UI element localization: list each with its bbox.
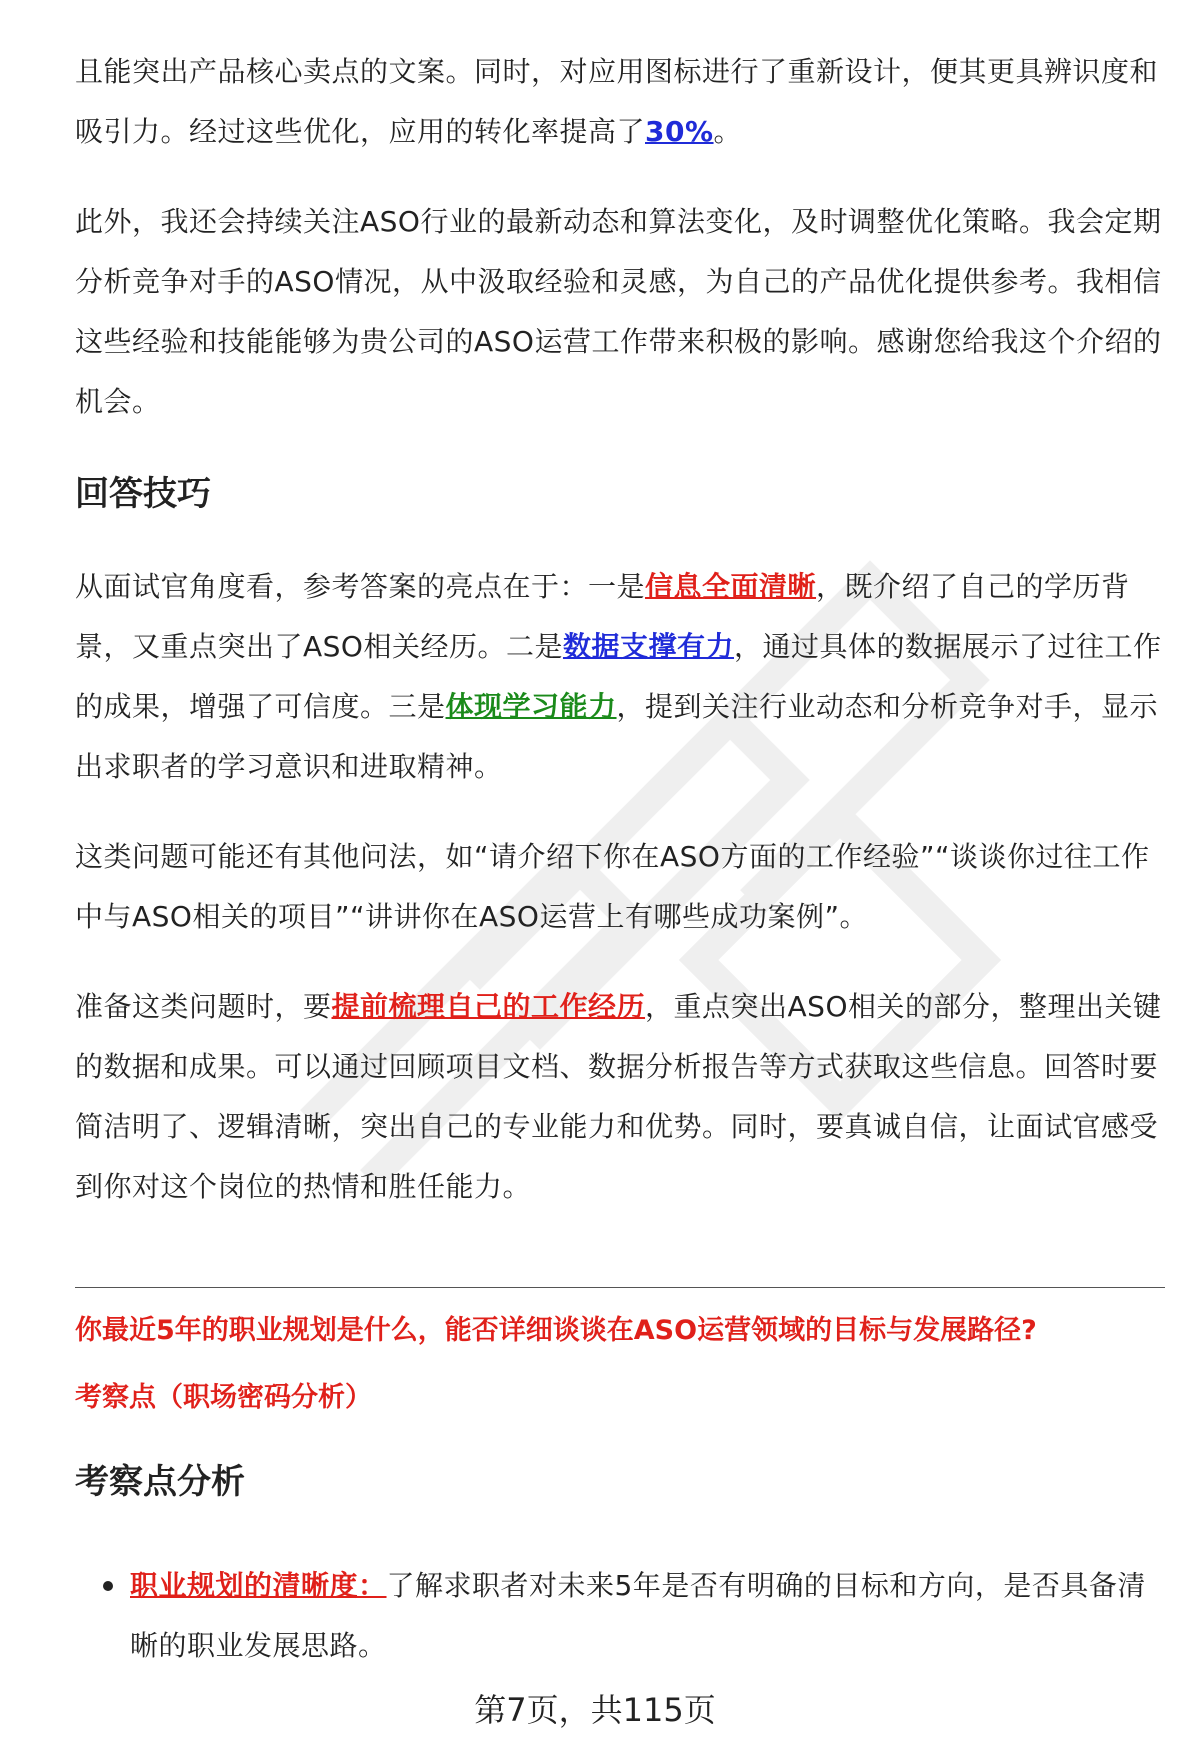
paragraph-4: 这类问题可能还有其他问法，如“请介绍下你在ASO方面的工作经验”“谈谈你过往工作中与ASO相关的项目”“讲讲你在ASO运营上有哪些成功案例”。 xyxy=(75,840,1150,933)
paragraph-text: 。 xyxy=(713,115,743,148)
highlight-conversion-rate: 30% xyxy=(645,115,714,148)
highlight-info-clear: 信息全面清晰 xyxy=(645,570,817,603)
highlight-data-support: 数据支撑有力 xyxy=(562,630,734,663)
highlight-learning-ability: 体现学习能力 xyxy=(445,690,617,723)
question-tag: 考察点（职场密码分析） xyxy=(75,1382,372,1413)
paragraph-text: 从面试官角度看，参考答案的亮点在于：一是 xyxy=(75,570,646,603)
page-number: 第7页，共115页 xyxy=(474,1691,716,1729)
paragraph-1 xyxy=(75,42,1165,162)
paragraph-text: 且能突出产品核心卖点的文案。同时，对应用图标进行了重新设计，便其更具辨识度和吸引力。经过这些优化，应用的转化率提高了 xyxy=(75,55,1159,148)
question-title: 你最近5年的职业规划是什么，能否详细谈谈在ASO运营领域的目标与发展路径? xyxy=(75,1315,1037,1346)
bullet-item-1 xyxy=(130,1556,1170,1676)
section-heading-analysis: 考察点分析 xyxy=(75,1462,245,1502)
bullet-highlight: 职业规划的清晰度： xyxy=(130,1569,387,1602)
highlight-work-history: 提前梳理自己的工作经历 xyxy=(331,990,646,1023)
paragraph-text: ，通过具体的数据展示了过往工作的成果，增强了可信度。三是 xyxy=(75,630,1162,723)
bullet-icon xyxy=(103,1581,113,1591)
section-heading-tips: 回答技巧 xyxy=(75,474,211,514)
paragraph-text: ，既介绍了自己的学历背景，又重点突出了ASO相关经历。二是 xyxy=(75,570,1130,663)
paragraph-2: 此外，我还会持续关注ASO行业的最新动态和算法变化，及时调整优化策略。我会定期分析竞争对手的ASO情况，从中汲取经验和灵感，为自己的产品优化提供参考。我相信这些经验和技能能够为贵公司的ASO运营工作带来积极的影响。感谢您给我这个介绍的机会。 xyxy=(75,205,1162,418)
paragraph-text: ，提到关注行业动态和分析竞争对手，显示出求职者的学习意识和进取精神。 xyxy=(75,690,1159,783)
paragraph-text: 准备这类问题时，要 xyxy=(75,990,332,1023)
paragraph-text: ，重点突出ASO相关的部分，整理出关键的数据和成果。可以通过回顾项目文档、数据分析报告等方式获取这些信息。回答时要简洁明了、逻辑清晰，突出自己的专业能力和优势。同时，要真诚自信，让面试官感受到你对这个岗位的热情和胜任能力。 xyxy=(75,990,1162,1203)
paragraph-3 xyxy=(75,557,1165,797)
document-body xyxy=(75,42,1165,1217)
section-divider xyxy=(75,1287,1165,1288)
bullet-text: 了解求职者对未来5年是否有明确的目标和方向，是否具备清晰的职业发展思路。 xyxy=(130,1569,1146,1662)
paragraph-5 xyxy=(75,977,1165,1217)
